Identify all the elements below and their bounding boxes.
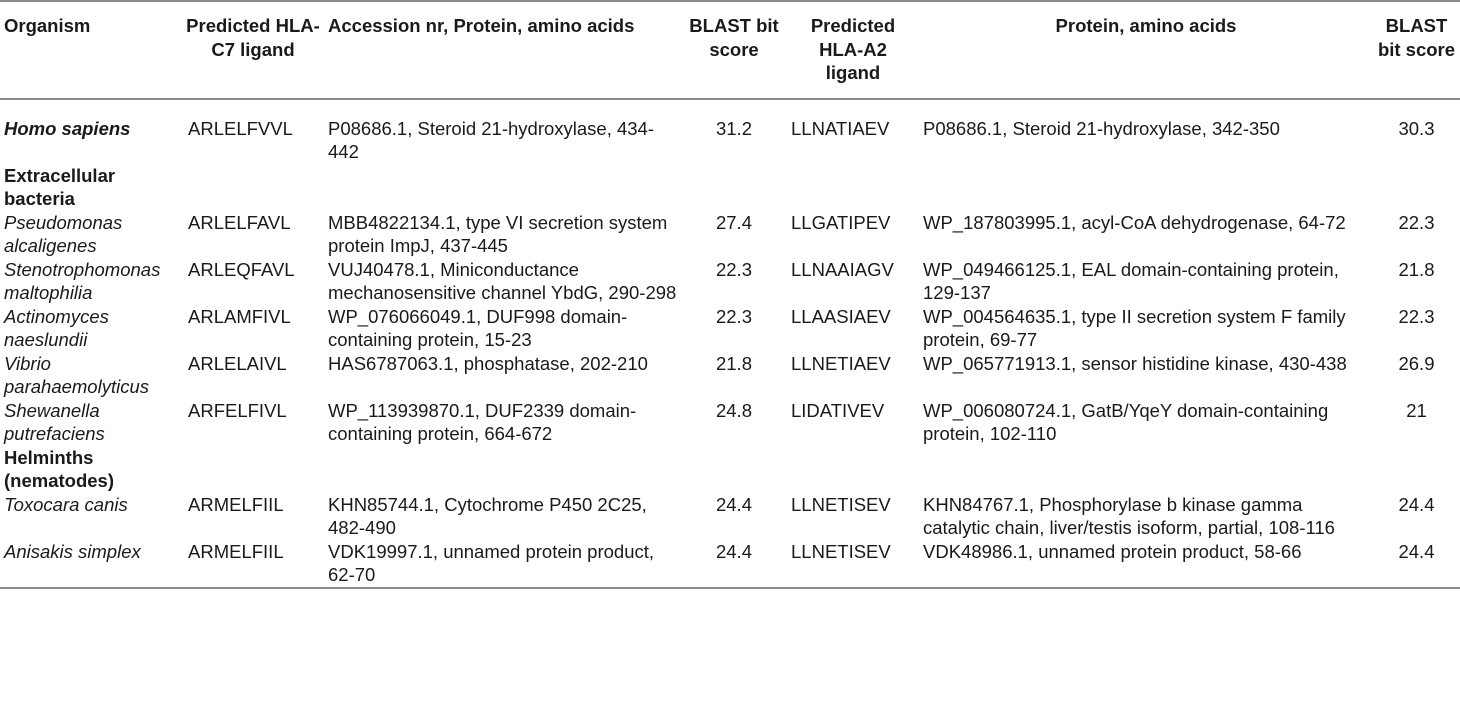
organism-cell: Toxocara canis [4, 493, 128, 515]
a2-score-cell: 24.4 [1398, 540, 1435, 562]
table-row [0, 399, 1460, 446]
a2-protein-cell: WP_049466125.1, EAL domain-containing protein, 129-137 [923, 258, 1339, 303]
a2-ligand-cell: LIDATIVEV [791, 399, 885, 421]
c7-protein-cell: WP_076066049.1, DUF998 domain-containing protein, 15-23 [328, 305, 628, 350]
empty-cell [324, 446, 681, 493]
group-label: Extracellular bacteria [4, 164, 116, 209]
c7-protein-cell: WP_113939870.1, DUF2339 domain-containing protein, 664-672 [328, 399, 637, 444]
a2-ligand-cell: LLAASIAEV [791, 305, 891, 327]
a2-ligand-cell: LLGATIPEV [791, 211, 891, 233]
c7-ligand-cell: ARFELFIVL [188, 399, 287, 421]
a2-protein-cell: WP_006080724.1, GatB/YqeY domain-containing protein, 102-110 [923, 399, 1329, 444]
a2-score-cell: 26.9 [1398, 352, 1435, 374]
a2-protein-cell: WP_065771913.1, sensor histidine kinase, 430-438 [923, 352, 1347, 374]
a2-protein-cell: KHN84767.1, Phosphorylase b kinase gamma catalytic chain, liver/testis isoform, partial, 108-116 [923, 493, 1335, 538]
c7-ligand-cell: ARMELFIIL [188, 540, 284, 562]
c7-ligand-cell: ARLAMFIVL [188, 305, 291, 327]
group-row [0, 164, 1460, 211]
a2-score-cell: 24.4 [1398, 493, 1435, 515]
organism-cell: Stenotrophomonas maltophilia [4, 258, 161, 303]
empty-cell [182, 164, 324, 211]
organism-cell: Vibrio parahaemolyticus [4, 352, 149, 397]
a2-ligand-cell: LLNAAIAGV [791, 258, 894, 280]
a2-score-cell: 21.8 [1398, 258, 1435, 280]
empty-cell [324, 164, 681, 211]
c7-score-cell: 22.3 [715, 305, 752, 327]
a2-ligand-cell: LLNETIAEV [791, 352, 891, 374]
c7-ligand-cell: ARLELFVVL [188, 117, 293, 139]
header-a2-protein: Protein, amino acids [1055, 15, 1237, 36]
empty-cell [787, 446, 919, 493]
empty-cell [681, 446, 787, 493]
empty-cell [182, 446, 324, 493]
empty-cell [1373, 164, 1460, 211]
group-row [0, 446, 1460, 493]
c7-protein-cell: KHN85744.1, Cytochrome P450 2C25, 482-490 [328, 493, 647, 538]
c7-score-cell: 27.4 [715, 211, 752, 233]
table-row [0, 258, 1460, 305]
empty-cell [681, 164, 787, 211]
empty-cell [1373, 446, 1460, 493]
a2-score-cell: 22.3 [1398, 211, 1435, 233]
c7-protein-cell: VDK19997.1, unnamed protein product, 62-70 [328, 540, 655, 585]
header-c7-ligand: Predicted HLA-C7 ligand [186, 15, 320, 60]
c7-ligand-cell: ARLELAIVL [188, 352, 287, 374]
header-organism: Organism [4, 15, 91, 36]
table-row [0, 493, 1460, 540]
a2-score-cell: 22.3 [1398, 305, 1435, 327]
c7-protein-cell: P08686.1, Steroid 21-hydroxylase, 434-442 [328, 117, 655, 162]
a2-protein-cell: WP_187803995.1, acyl-CoA dehydrogenase, 64-72 [923, 211, 1346, 233]
a2-ligand-cell: LLNETISEV [791, 540, 891, 562]
organism-cell: Pseudomonas alcaligenes [4, 211, 123, 256]
table-row [0, 305, 1460, 352]
a2-score-cell: 21 [1406, 399, 1427, 421]
table-row [0, 352, 1460, 399]
header-c7-protein: Accession nr, Protein, amino acids [328, 15, 635, 36]
a2-ligand-cell: LLNATIAEV [791, 117, 890, 139]
header-row [0, 1, 1460, 99]
table-row [0, 211, 1460, 258]
c7-protein-cell: HAS6787063.1, phosphatase, 202-210 [328, 352, 648, 374]
group-label: Helminths (nematodes) [4, 446, 114, 491]
c7-protein-cell: VUJ40478.1, Miniconductance mechanosensitive channel YbdG, 290-298 [328, 258, 677, 303]
organism-cell: Shewanella putrefaciens [4, 399, 105, 444]
organism-cell: Anisakis simplex [4, 540, 141, 562]
a2-protein-cell: P08686.1, Steroid 21-hydroxylase, 342-350 [923, 117, 1280, 139]
c7-ligand-cell: ARLEQFAVL [188, 258, 295, 280]
a2-protein-cell: VDK48986.1, unnamed protein product, 58-66 [923, 540, 1302, 562]
c7-ligand-cell: ARMELFIIL [188, 493, 284, 515]
organism-cell: Actinomyces naeslundii [4, 305, 109, 350]
empty-cell [919, 446, 1373, 493]
c7-score-cell: 21.8 [715, 352, 752, 374]
a2-score-cell: 30.3 [1398, 117, 1435, 139]
header-a2-ligand: Predicted HLA-A2 ligand [810, 15, 896, 83]
c7-score-cell: 24.4 [715, 493, 752, 515]
c7-score-cell: 22.3 [715, 258, 752, 280]
header-c7-score: BLAST bit score [689, 15, 779, 60]
a2-ligand-cell: LLNETISEV [791, 493, 891, 515]
empty-cell [787, 164, 919, 211]
empty-cell [919, 164, 1373, 211]
c7-score-cell: 31.2 [715, 117, 752, 139]
c7-score-cell: 24.8 [715, 399, 752, 421]
c7-ligand-cell: ARLELFAVL [188, 211, 291, 233]
table-body [0, 99, 1460, 588]
a2-protein-cell: WP_004564635.1, type II secretion system F family protein, 69-77 [923, 305, 1346, 350]
c7-protein-cell: MBB4822134.1, type VI secretion system protein ImpJ, 437-445 [328, 211, 668, 256]
header-a2-score: BLAST bit score [1377, 15, 1456, 60]
table-row [0, 540, 1460, 588]
c7-score-cell: 24.4 [715, 540, 752, 562]
organism-cell: Homo sapiens [4, 117, 131, 139]
table-row [0, 99, 1460, 164]
